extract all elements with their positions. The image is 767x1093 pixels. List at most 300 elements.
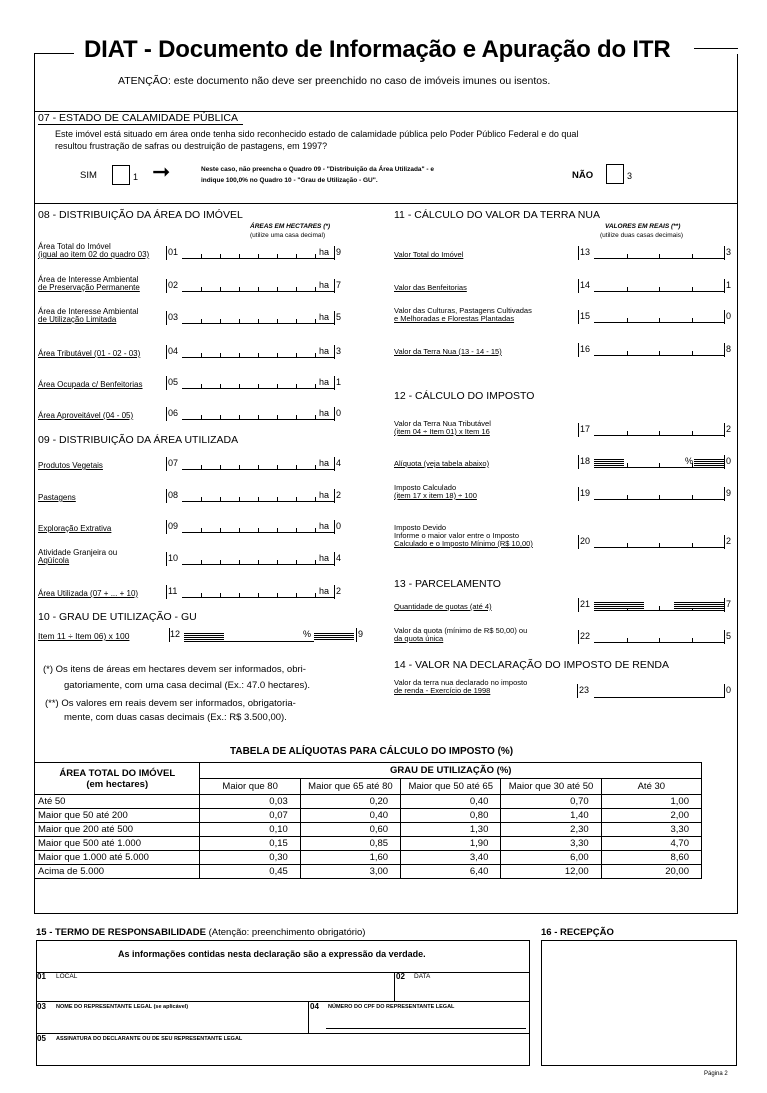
- table-value-cell: 0,45: [200, 865, 300, 879]
- unit-label: ha: [319, 312, 330, 322]
- digit-tick: [277, 560, 278, 564]
- digit-tick: [296, 528, 297, 532]
- right-label-line-3: Calculado e o Imposto Mínimo (R$ 10,00): [394, 539, 533, 548]
- digit-tick: [659, 287, 660, 291]
- right-field-18[interactable]: [594, 458, 724, 468]
- field-bar: [166, 585, 167, 599]
- digit-tick: [296, 415, 297, 419]
- table-area-cell: Acima de 5.000: [35, 865, 200, 879]
- field-bar: [578, 455, 579, 469]
- digit-tick: [659, 495, 660, 499]
- digit-tick: [315, 353, 316, 357]
- unit-label: ha: [319, 490, 330, 500]
- section-07-text-1: Este imóvel está situado em área onde tenha sido reconhecido estado de calamidade pública pelo Poder Público Federal e do qual: [55, 129, 579, 139]
- item-number: 05: [168, 377, 179, 387]
- table-value-cell: 0,80: [401, 809, 501, 823]
- table-row-header: ÁREA TOTAL DO IMÓVEL (em hectares): [35, 763, 200, 795]
- sim-checkbox[interactable]: [112, 165, 130, 185]
- left-field-01[interactable]: [182, 249, 334, 259]
- table-value-cell: 1,60: [300, 851, 400, 865]
- digit-tick: [277, 319, 278, 323]
- field-04-number: 04: [310, 1002, 319, 1011]
- digit-tick: [692, 431, 693, 435]
- unit-label: ha: [319, 521, 330, 531]
- page-number: Página 2: [704, 1071, 728, 1077]
- item-number: 20: [580, 536, 591, 546]
- right-label-line-1: Valor das Benfeitorias: [394, 283, 467, 292]
- check-digit: 0: [336, 408, 342, 418]
- digit-tick: [239, 497, 240, 501]
- field-bar: [356, 628, 357, 642]
- digit-tick: [627, 254, 628, 258]
- table-area-cell: Maior que 200 até 500: [35, 823, 200, 837]
- note-1a: (*) Os itens de áreas em hectares devem ser informados, obri-: [43, 664, 306, 675]
- field-bar: [724, 535, 725, 549]
- left-field-02[interactable]: [182, 282, 334, 292]
- left-field-05[interactable]: [182, 379, 334, 389]
- check-digit: 2: [726, 424, 732, 434]
- table-value-cell: 3,30: [601, 823, 701, 837]
- table-value-cell: 0,30: [200, 851, 300, 865]
- unit-label: ha: [319, 586, 330, 596]
- digit-tick: [627, 287, 628, 291]
- digit-tick: [220, 384, 221, 388]
- table-area-cell: Maior que 1.000 até 5.000: [35, 851, 200, 865]
- left-field-11[interactable]: [182, 588, 334, 598]
- table-col-header: Maior que 30 até 50: [501, 779, 601, 795]
- left-label-line-1: Atividade Granjeira ou: [38, 548, 118, 557]
- field-bar: [169, 628, 170, 642]
- section-10-title: 10 - GRAU DE UTILIZAÇÃO - GU: [38, 611, 197, 623]
- s14-label-1: Valor da terra nua declarado no imposto: [394, 678, 528, 687]
- right-field-16[interactable]: [594, 346, 724, 356]
- item-number: 22: [580, 631, 591, 641]
- item-number: 16: [580, 344, 591, 354]
- digit-tick: [201, 287, 202, 291]
- digit-tick: [239, 353, 240, 357]
- field-bar: [578, 246, 579, 260]
- field-bar: [578, 343, 579, 357]
- table-value-cell: 3,00: [300, 865, 400, 879]
- cpf-input[interactable]: [326, 1019, 526, 1029]
- digit-tick: [220, 353, 221, 357]
- left-label-line-1: Área Tributável (01 - 02 - 03): [38, 349, 141, 358]
- right-label-line-2: Informe o maior valor entre o Imposto: [394, 531, 520, 540]
- data-input[interactable]: [410, 973, 520, 1000]
- field-bar: [166, 489, 167, 503]
- field-03-label: NOME DO REPRESENTANTE LEGAL (se aplicável): [56, 1004, 189, 1010]
- table-row: [35, 809, 702, 823]
- digit-tick: [239, 593, 240, 597]
- check-digit: 9: [336, 247, 342, 257]
- right-label-line-1: Imposto Devido: [394, 523, 447, 532]
- digit-tick: [659, 638, 660, 642]
- digit-tick: [239, 465, 240, 469]
- section-09-title: 09 - DISTRIBUIÇÃO DA ÁREA UTILIZADA: [38, 434, 239, 446]
- section-16-title: 16 - RECEPÇÃO: [541, 927, 614, 938]
- right-field-20[interactable]: [594, 538, 724, 548]
- check-digit: 7: [726, 599, 732, 609]
- right-field-14[interactable]: [594, 282, 724, 292]
- field-bar: [724, 310, 725, 324]
- digit-tick: [315, 528, 316, 532]
- digit-tick: [258, 287, 259, 291]
- right-label-line-1: Valor da Terra Nua (13 - 14 - 15): [394, 347, 502, 356]
- arrow-right-icon: ➞: [152, 159, 171, 184]
- item-number: 01: [168, 247, 179, 257]
- field-bar: [724, 246, 725, 260]
- note-2a: (**) Os valores em reais devem ser informados, obrigatoria-: [45, 698, 296, 709]
- right-field-15[interactable]: [594, 313, 724, 323]
- unit-label: ha: [319, 408, 330, 418]
- item-number: 15: [580, 311, 591, 321]
- note-1b: gatoriamente, com uma casa decimal (Ex.: 47.0 hectares).: [64, 680, 311, 691]
- field-bar: [724, 279, 725, 293]
- field-03-number: 03: [37, 1002, 46, 1011]
- hatched-area: [594, 458, 624, 466]
- field-bar: [334, 457, 335, 471]
- field-bar: [334, 246, 335, 260]
- field-05-label: ASSINATURA DO DECLARANTE OU DE SEU REPRESENTANTE LEGAL: [56, 1036, 243, 1042]
- divider: [36, 1001, 530, 1002]
- unit-label: ha: [319, 458, 330, 468]
- field-bar: [166, 279, 167, 293]
- s14-check-digit: 0: [726, 685, 732, 695]
- digit-tick: [201, 254, 202, 258]
- table-col-header: Maior que 80: [200, 779, 300, 795]
- item-number: 08: [168, 490, 179, 500]
- left-field-09[interactable]: [182, 523, 334, 533]
- left-label-line-1: Área de Interesse Ambiental: [38, 307, 139, 316]
- gu-item-number: 12: [170, 629, 181, 639]
- unit-label: ha: [319, 553, 330, 563]
- digit-tick: [659, 606, 660, 610]
- digit-tick: [277, 415, 278, 419]
- right-label-line-2: (item 04 ÷ Item 01) x Item 16: [394, 427, 490, 436]
- digit-tick: [315, 560, 316, 564]
- right-field-13[interactable]: [594, 249, 724, 259]
- field-bar: [166, 246, 167, 260]
- table-row: [35, 823, 702, 837]
- table-value-cell: 6,40: [401, 865, 501, 879]
- digit-tick: [277, 287, 278, 291]
- digit-tick: [239, 319, 240, 323]
- section-07-title: 07 - ESTADO DE CALAMIDADE PÚBLICA: [38, 112, 238, 124]
- check-digit: 3: [336, 346, 342, 356]
- table-value-cell: 0,85: [300, 837, 400, 851]
- table-area-cell: Maior que 50 até 200: [35, 809, 200, 823]
- local-input[interactable]: [50, 973, 350, 1000]
- item-number: 19: [580, 488, 591, 498]
- digit-tick: [258, 254, 259, 258]
- field-bar: [334, 585, 335, 599]
- field-bar: [334, 489, 335, 503]
- note-2b: mente, com duas casas decimais (Ex.: R$ 3.500,00).: [64, 712, 287, 723]
- field-bar: [166, 311, 167, 325]
- left-label-line-1: Área de Interesse Ambiental: [38, 275, 139, 284]
- digit-tick: [220, 319, 221, 323]
- digit-tick: [692, 638, 693, 642]
- table-row: [35, 851, 702, 865]
- left-label-line-1: Pastagens: [38, 493, 76, 502]
- table-value-cell: 3,40: [401, 851, 501, 865]
- table-col-header: Maior que 50 até 65: [401, 779, 501, 795]
- left-label-line-2: Aqüícola: [38, 556, 70, 565]
- digit-tick: [258, 528, 259, 532]
- values-col-head: VALORES EM REAIS (**): [605, 223, 681, 230]
- digit-tick: [258, 497, 259, 501]
- hatched-area: [594, 601, 644, 609]
- digit-tick: [315, 384, 316, 388]
- digit-tick: [692, 495, 693, 499]
- digit-tick: [315, 465, 316, 469]
- field-bar: [724, 684, 725, 698]
- left-label-line-2: de Preservação Permanente: [38, 283, 140, 292]
- left-label-line-1: Área Total do Imóvel: [38, 242, 111, 251]
- digit-tick: [296, 465, 297, 469]
- right-field-17[interactable]: [594, 426, 724, 436]
- right-label-line-1: Alíquota (veja tabela abaixo): [394, 459, 490, 468]
- digit-tick: [220, 560, 221, 564]
- s14-label-2: de renda - Exercício de 1998: [394, 686, 491, 695]
- field-bar: [578, 487, 579, 501]
- left-label-line-2: (igual ao item 02 do quadro 03): [38, 250, 150, 259]
- left-label-line-1: Área Aproveitável (04 - 05): [38, 411, 134, 420]
- digit-tick: [296, 384, 297, 388]
- right-label-line-1: Valor da quota (mínimo de R$ 50,00) ou: [394, 626, 528, 635]
- digit-tick: [296, 560, 297, 564]
- hatched-area: [694, 458, 724, 466]
- signature-input[interactable]: [50, 1044, 520, 1064]
- nao-checkbox[interactable]: [606, 164, 624, 184]
- section-15-title: 15 - TERMO DE RESPONSABILIDADE (Atenção: preenchimento obrigatório): [36, 927, 366, 938]
- digit-tick: [692, 287, 693, 291]
- areas-col-subhead: (utilize uma casa decimal): [250, 232, 326, 239]
- table-value-cell: 4,70: [601, 837, 701, 851]
- title-rule-right: [694, 48, 738, 49]
- right-field-22[interactable]: [594, 633, 724, 643]
- right-field-21[interactable]: [594, 601, 724, 611]
- left-field-10[interactable]: [182, 555, 334, 565]
- table-value-cell: 3,30: [501, 837, 601, 851]
- table-value-cell: 12,00: [501, 865, 601, 879]
- left-field-03[interactable]: [182, 314, 334, 324]
- sim-note-1: Neste caso, não preencha o Quadro 09 - "Distribuição da Área Utilizada" - e: [201, 166, 435, 173]
- digit-tick: [627, 543, 628, 547]
- digit-tick: [201, 465, 202, 469]
- aliquota-table: [34, 762, 702, 879]
- digit-tick: [258, 465, 259, 469]
- field-04-label: NÚMERO DO CPF DO REPRESENTANTE LEGAL: [328, 1004, 455, 1010]
- table-value-cell: 0,60: [300, 823, 400, 837]
- digit-tick: [315, 593, 316, 597]
- left-label-line-1: Produtos Vegetais: [38, 461, 103, 470]
- digit-tick: [277, 497, 278, 501]
- table-value-cell: 0,15: [200, 837, 300, 851]
- field-bar: [166, 552, 167, 566]
- field-bar: [334, 407, 335, 421]
- digit-tick: [220, 593, 221, 597]
- table-value-cell: 0,10: [200, 823, 300, 837]
- unit-label: ha: [319, 377, 330, 387]
- table-row: [35, 837, 702, 851]
- digit-tick: [277, 528, 278, 532]
- digit-tick: [277, 593, 278, 597]
- representative-name-input[interactable]: [50, 1012, 300, 1032]
- right-label-line-2: e Melhoradas e Florestas Plantadas: [394, 314, 515, 323]
- digit-tick: [692, 254, 693, 258]
- table-value-cell: 0,03: [200, 795, 300, 809]
- aliquota-pct: %: [685, 456, 694, 466]
- divider: [308, 1001, 309, 1033]
- digit-tick: [659, 431, 660, 435]
- item-number: 13: [580, 247, 591, 257]
- field-bar: [578, 630, 579, 644]
- table-value-cell: 1,40: [501, 809, 601, 823]
- item-number: 21: [580, 599, 591, 609]
- sim-label: SIM: [80, 170, 97, 181]
- digit-tick: [201, 593, 202, 597]
- left-field-07[interactable]: [182, 460, 334, 470]
- digit-tick: [692, 351, 693, 355]
- section-12-title: 12 - CÁLCULO DO IMPOSTO: [394, 390, 535, 402]
- field-bar: [724, 598, 725, 612]
- left-label-line-2: de Utilização Limitada: [38, 315, 117, 324]
- table-value-cell: 20,00: [601, 865, 701, 879]
- check-digit: 4: [336, 553, 342, 563]
- field-bar: [724, 455, 725, 469]
- digit-tick: [627, 495, 628, 499]
- right-field-19[interactable]: [594, 490, 724, 500]
- field-bar: [166, 345, 167, 359]
- check-digit: 7: [336, 280, 342, 290]
- digit-tick: [659, 543, 660, 547]
- left-field-08[interactable]: [182, 492, 334, 502]
- s14-field[interactable]: [594, 688, 724, 698]
- digit-tick: [220, 528, 221, 532]
- item-number: 18: [580, 456, 591, 466]
- table-value-cell: 0,20: [300, 795, 400, 809]
- check-digit: 4: [336, 458, 342, 468]
- field-bar: [334, 279, 335, 293]
- right-label-line-1: Valor das Culturas, Pastagens Cultivadas: [394, 306, 532, 315]
- table-area-cell: Maior que 500 até 1.000: [35, 837, 200, 851]
- field-02-number: 02: [396, 972, 405, 981]
- table-value-cell: 0,40: [300, 809, 400, 823]
- digit-tick: [627, 638, 628, 642]
- digit-tick: [239, 254, 240, 258]
- field-05-number: 05: [37, 1034, 46, 1043]
- digit-tick: [277, 384, 278, 388]
- digit-tick: [627, 351, 628, 355]
- attention-note: ATENÇÃO: este documento não deve ser preenchido no caso de imóveis imunes ou isentos.: [118, 75, 551, 87]
- digit-tick: [277, 254, 278, 258]
- check-digit: 0: [726, 456, 732, 466]
- check-digit: 1: [336, 377, 342, 387]
- digit-tick: [296, 353, 297, 357]
- page-title: DIAT - Documento de Informação e Apuração do ITR: [84, 36, 671, 63]
- digit-tick: [258, 384, 259, 388]
- digit-tick: [315, 319, 316, 323]
- field-bar: [578, 598, 579, 612]
- digit-tick: [692, 318, 693, 322]
- left-label-line-1: Exploração Extrativa: [38, 524, 112, 533]
- right-label-line-2: da quota única: [394, 634, 444, 643]
- field-01-label: LOCAL: [56, 973, 78, 980]
- responsibility-statement: As informações contidas nesta declaração são a expressão da verdade.: [118, 949, 426, 959]
- digit-tick: [201, 319, 202, 323]
- left-field-04[interactable]: [182, 348, 334, 358]
- item-number: 02: [168, 280, 179, 290]
- check-digit: 8: [726, 344, 732, 354]
- item-number: 06: [168, 408, 179, 418]
- table-title: TABELA DE ALÍQUOTAS PARA CÁLCULO DO IMPOSTO (%): [230, 746, 514, 757]
- digit-tick: [201, 560, 202, 564]
- digit-tick: [201, 497, 202, 501]
- unit-label: ha: [319, 346, 330, 356]
- check-digit: 0: [726, 311, 732, 321]
- field-02-label: DATA: [414, 973, 431, 980]
- table-value-cell: 1,30: [401, 823, 501, 837]
- digit-tick: [201, 415, 202, 419]
- left-label-line-1: Área Utilizada (07 + ... + 10): [38, 589, 139, 598]
- digit-tick: [239, 528, 240, 532]
- section-11-title: 11 - CÁLCULO DO VALOR DA TERRA NUA: [394, 209, 600, 221]
- unit-label: ha: [319, 280, 330, 290]
- digit-tick: [315, 287, 316, 291]
- s14-item-number: 23: [579, 685, 590, 695]
- field-bar: [578, 423, 579, 437]
- check-digit: 9: [726, 488, 732, 498]
- check-digit: 2: [336, 586, 342, 596]
- item-number: 07: [168, 458, 179, 468]
- nao-code: 3: [627, 171, 633, 181]
- right-label-line-2: (item 17 x item 18) ÷ 100: [394, 491, 477, 500]
- digit-tick: [659, 351, 660, 355]
- digit-tick: [220, 415, 221, 419]
- digit-tick: [239, 287, 240, 291]
- digit-tick: [627, 463, 628, 467]
- hatched-area: [314, 632, 354, 640]
- field-bar: [166, 520, 167, 534]
- digit-tick: [296, 593, 297, 597]
- hatched-area: [674, 601, 724, 609]
- field-bar: [578, 279, 579, 293]
- digit-tick: [258, 353, 259, 357]
- digit-tick: [296, 254, 297, 258]
- digit-tick: [315, 254, 316, 258]
- digit-tick: [239, 415, 240, 419]
- digit-tick: [220, 465, 221, 469]
- field-bar: [578, 310, 579, 324]
- areas-col-head: ÁREAS EM HECTARES (*): [250, 223, 331, 230]
- reception-box: [541, 940, 737, 1066]
- gu-field[interactable]: [184, 632, 314, 642]
- table-group-header: GRAU DE UTILIZAÇÃO (%): [200, 763, 702, 779]
- field-bar: [724, 487, 725, 501]
- left-field-06[interactable]: [182, 410, 334, 420]
- field-bar: [724, 630, 725, 644]
- digit-tick: [220, 287, 221, 291]
- table-value-cell: 6,00: [501, 851, 601, 865]
- field-bar: [334, 311, 335, 325]
- table-value-cell: 1,00: [601, 795, 701, 809]
- table-value-cell: 2,00: [601, 809, 701, 823]
- check-digit: 5: [336, 312, 342, 322]
- check-digit: 0: [336, 521, 342, 531]
- field-bar: [166, 457, 167, 471]
- check-digit: 1: [726, 280, 732, 290]
